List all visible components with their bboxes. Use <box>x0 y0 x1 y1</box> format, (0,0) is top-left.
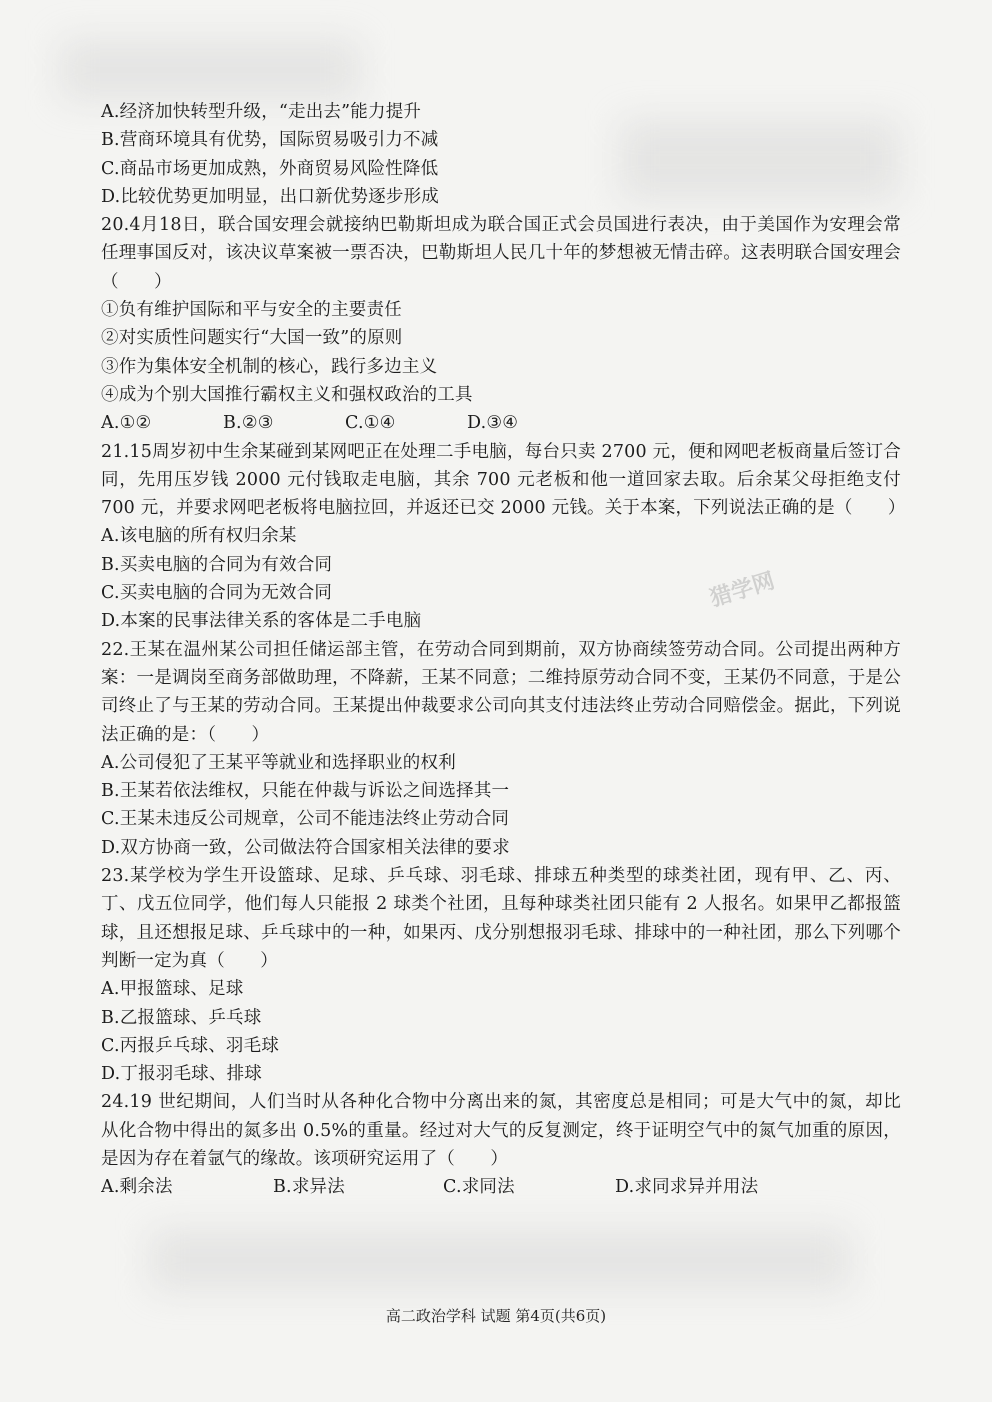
q20-item-4: ④成为个别大国推行霸权主义和强权政治的工具 <box>101 384 473 405</box>
q23-option-a: A.甲报篮球、足球 <box>101 979 244 1000</box>
q23-option-d: D.丁报羽毛球、排球 <box>101 1064 262 1085</box>
q22-option-d: D.双方协商一致，公司做法符合国家相关法律的要求 <box>101 837 510 858</box>
question-content <box>101 98 906 1202</box>
question-23 <box>101 862 901 1088</box>
scan-smudge <box>150 1230 850 1290</box>
q23-stem: 23.某学校为学生开设篮球、足球、乒乓球、羽毛球、排球五种类型的球类社团，现有甲、乙、丙、丁、戊五位同学，他们每人只能报 2 球类个社团，且每种球类社团只能有 2 人报名。如果甲乙都报篮球，且还想报足球、乒乓球中的一种，如果丙、戊分别想报羽毛球、排球中的一种社团，那么下列哪个判断一定为真（ ） <box>101 866 901 971</box>
q20-options <box>101 409 901 437</box>
q21-stem: 21.15周岁初中生余某碰到某网吧正在处理二手电脑，每台只卖 2700 元，便和网吧老板商量后签订合同，先用压岁钱 2000 元付钱取走电脑，其余 700 元老板和他一道回家去取。后余某父母拒绝支付 700 元，并要求网吧老板将电脑拉回，并返还已交 2000 元钱。关于本案，下列说法正确的是（ ） <box>101 441 906 519</box>
q20-option-d: D.③④ <box>467 413 519 434</box>
q22-option-a: A.公司侵犯了王某平等就业和选择职业的权利 <box>101 752 456 773</box>
q21-option-a: A.该电脑的所有权归余某 <box>101 526 297 547</box>
q20-option-a: A.①② <box>101 413 152 434</box>
q24-option-a: A.剩余法 <box>101 1177 173 1198</box>
q22-option-b: B.王某若依法维权，只能在仲裁与诉讼之间选择其一 <box>101 781 510 802</box>
q20-item-1: ①负有维护国际和平与安全的主要责任 <box>101 300 402 321</box>
q24-stem: 24.19 世纪期间，人们当时从各种化合物中分离出来的氮，其密度总是相同；可是大气中的氮，却比从化合物中得出的氮多出 0.5%的重量。经过对大气的反复测定，终于证明空气中的氮气加重的原因，是因为存在着氩气的缘故。该项研究运用了（ ） <box>101 1092 901 1169</box>
q23-option-b: B.乙报篮球、乒乓球 <box>101 1007 262 1028</box>
q21-option-c: C.买卖电脑的合同为无效合同 <box>101 583 333 604</box>
page-footer: 高二政治学科 试题 第4页(共6页) <box>385 1307 607 1325</box>
q19-option-c: C.商品市场更加成熟，外商贸易风险性降低 <box>101 158 439 179</box>
q23-option-c: C.丙报乒乓球、羽毛球 <box>101 1035 280 1056</box>
q19-options <box>101 98 901 211</box>
scan-smudge <box>60 40 360 100</box>
q20-item-3: ③作为集体安全机制的核心，践行多边主义 <box>101 356 438 377</box>
q22-stem: 22.王某在温州某公司担任储运部主管，在劳动合同到期前，双方协商续签劳动合同。公司提出两种方案：一是调岗至商务部做助理，不降薪，王某不同意；二维持原劳动合同不变，王某仍不同意，于是公司终止了与王某的劳动合同。王某提出仲裁要求公司向其支付违法终止劳动合同赔偿金。据此，下列说法正确的是：（ ） <box>101 639 901 745</box>
q24-option-b: B.求异法 <box>273 1177 345 1198</box>
q20-stem: 20.4月18日，联合国安理会就接纳巴勒斯坦成为联合国正式会员国进行表决，由于美国作为安理会常任理事国反对，该决议草案被一票否决，巴勒斯坦人民几十年的梦想被无情击碎。这表明联合国安理会（ ） <box>101 215 901 292</box>
q20-option-c: C.①④ <box>345 413 396 434</box>
q20-option-b: B.②③ <box>223 413 274 434</box>
question-21 <box>101 438 906 636</box>
watermark-site-text: 猎学网 <box>707 568 778 612</box>
question-24 <box>101 1088 901 1201</box>
q24-option-d: D.求同求异并用法 <box>615 1177 759 1198</box>
q24-options <box>101 1173 901 1201</box>
q20-item-2: ②对实质性问题实行“大国一致”的原则 <box>101 328 403 349</box>
question-20 <box>101 211 901 437</box>
q24-option-c: C.求同法 <box>443 1177 515 1198</box>
q19-option-d: D.比较优势更加明显，出口新优势逐步形成 <box>101 186 439 207</box>
q21-option-b: B.买卖电脑的合同为有效合同 <box>101 554 333 575</box>
q19-option-a: A.经济加快转型升级，“走出去”能力提升 <box>101 102 422 122</box>
q19-option-b: B.营商环境具有优势，国际贸易吸引力不减 <box>101 130 439 151</box>
q22-option-c: C.王某未违反公司规章，公司不能违法终止劳动合同 <box>101 809 510 830</box>
q21-option-d: D.本案的民事法律关系的客体是二手电脑 <box>101 611 422 632</box>
question-22 <box>101 636 901 862</box>
